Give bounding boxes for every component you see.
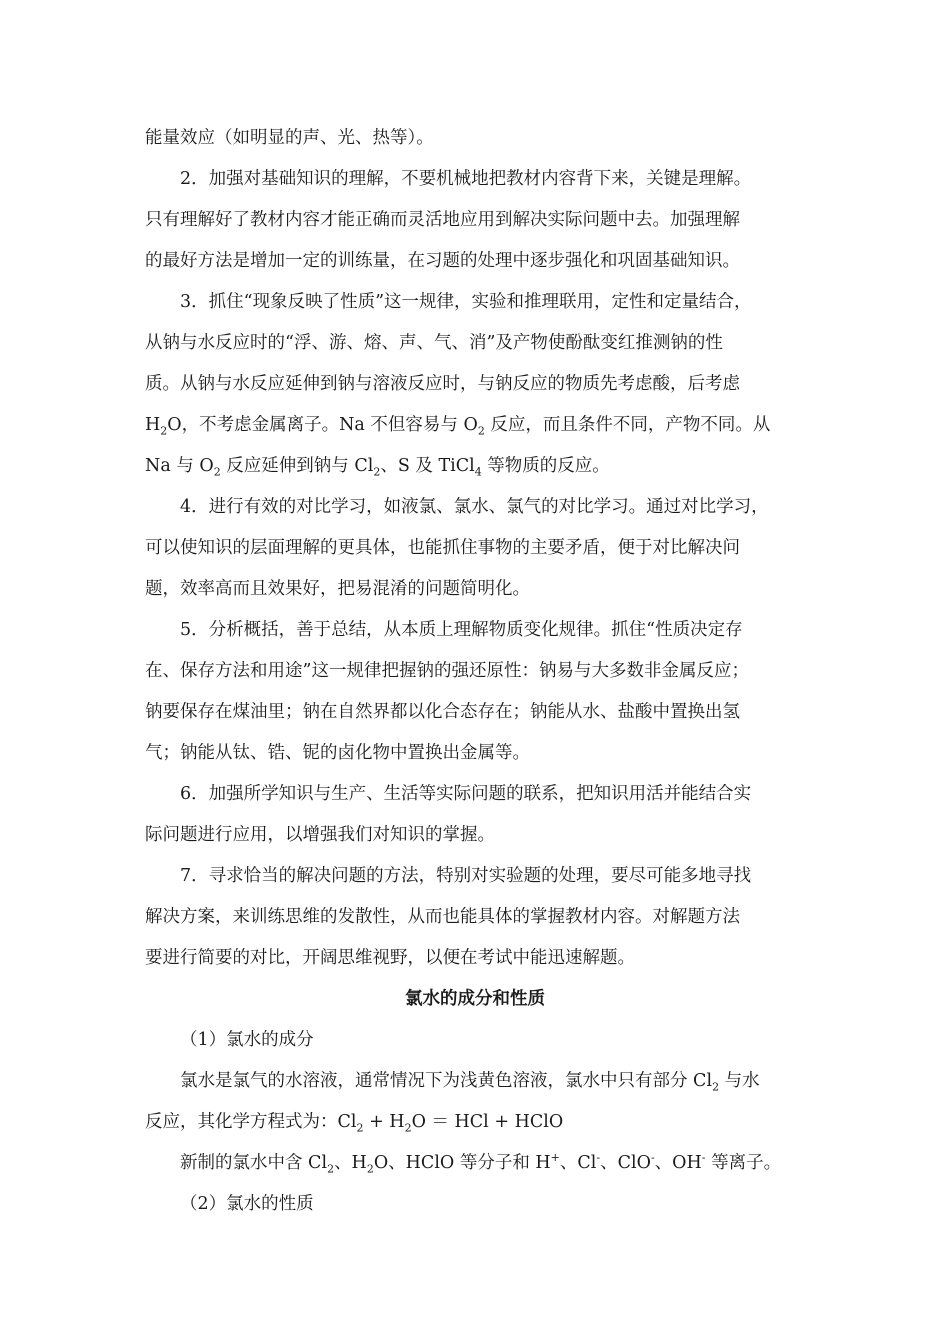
paragraph-line: 能量效应（如明显的声、光、热等）。 [145,128,434,148]
document-page [145,118,805,1225]
paragraph-line: 氯水是氯气的水溶液，通常情况下为浅黄色溶液，氯水中只有部分 $Cl_2$ 与水 [180,1071,760,1094]
paragraph-line: 6．加强所学知识与生产、生活等实际问题的联系，把知识用活并能结合实 [180,784,752,804]
paragraph-line: 质。从钠与水反应延伸到钠与溶液反应时，与钠反应的物质先考虑酸，后考虑 [145,374,740,394]
paragraph-line: 7．寻求恰当的解决问题的方法，特别对实验题的处理，要尽可能多地寻找 [180,866,752,886]
subsection-title: （1）氯水的成分 [180,1030,314,1050]
paragraph-line: 钠要保存在煤油里；钠在自然界都以化合态存在；钠能从水、盐酸中置换出氢 [145,702,740,722]
subsection-title: （2）氯水的性质 [180,1194,314,1214]
paragraph-line: 5．分析概括，善于总结，从本质上理解物质变化规律。抓住“性质决定存 [180,620,743,640]
paragraph-line: 气；钠能从钛、锆、铌的卤化物中置换出金属等。 [145,743,530,763]
paragraph-line: 解决方案，来训练思维的发散性，从而也能具体的掌握教材内容。对解题方法 [145,907,740,927]
paragraph-line: Na 与 $O_2$ 反应延伸到钠与 $Cl_2$、S 及 TiCl$_4$ 等物质的反应。 [145,456,610,479]
paragraph-line: 要进行简要的对比，开阔思维视野，以便在考试中能迅速解题。 [145,948,635,968]
paragraph-line: 可以使知识的层面理解的更具体，也能抓住事物的主要矛盾，便于对比解决问 [145,538,740,558]
paragraph-line: 3．抓住“现象反映了性质”这一规律，实验和推理联用，定性和定量结合， [180,292,752,312]
section-heading: 氯水的成分和性质 [405,989,545,1009]
paragraph-line: 新制的氯水中含 $Cl_2$、$H_2O$、HClO 等分子和 H+、Cl-、ClO-、OH- 等离子。 [180,1151,782,1176]
paragraph-line: $H_2O$，不考虑金属离子。Na 不但容易与 $O_2$ 反应，而且条件不同，产物不同。从 [145,415,771,438]
paragraph-line: 只有理解好了教材内容才能正确而灵活地应用到解决实际问题中去。加强理解 [145,210,740,230]
paragraph-line: 从钠与水反应时的“浮、游、熔、声、气、消”及产物使酚酞变红推测钠的性 [145,333,723,353]
equation-line: 反应，其化学方程式为：$Cl_2 + H_2O$ ＝ HCl + HClO [145,1112,564,1135]
paragraph-line: 的最好方法是增加一定的训练量，在习题的处理中逐步强化和巩固基础知识。 [145,251,740,271]
paragraph-line: 4．进行有效的对比学习，如液氯、氯水、氯气的对比学习。通过对比学习， [180,497,769,517]
paragraph-line: 2．加强对基础知识的理解，不要机械地把教材内容背下来，关键是理解。 [180,169,752,189]
paragraph-line: 际问题进行应用，以增强我们对知识的掌握。 [145,825,495,845]
paragraph-line: 题，效率高而且效果好，把易混淆的问题简明化。 [145,579,530,599]
paragraph-line: 在、保存方法和用途”这一规律把握钠的强还原性：钠易与大多数非金属反应； [145,661,749,681]
